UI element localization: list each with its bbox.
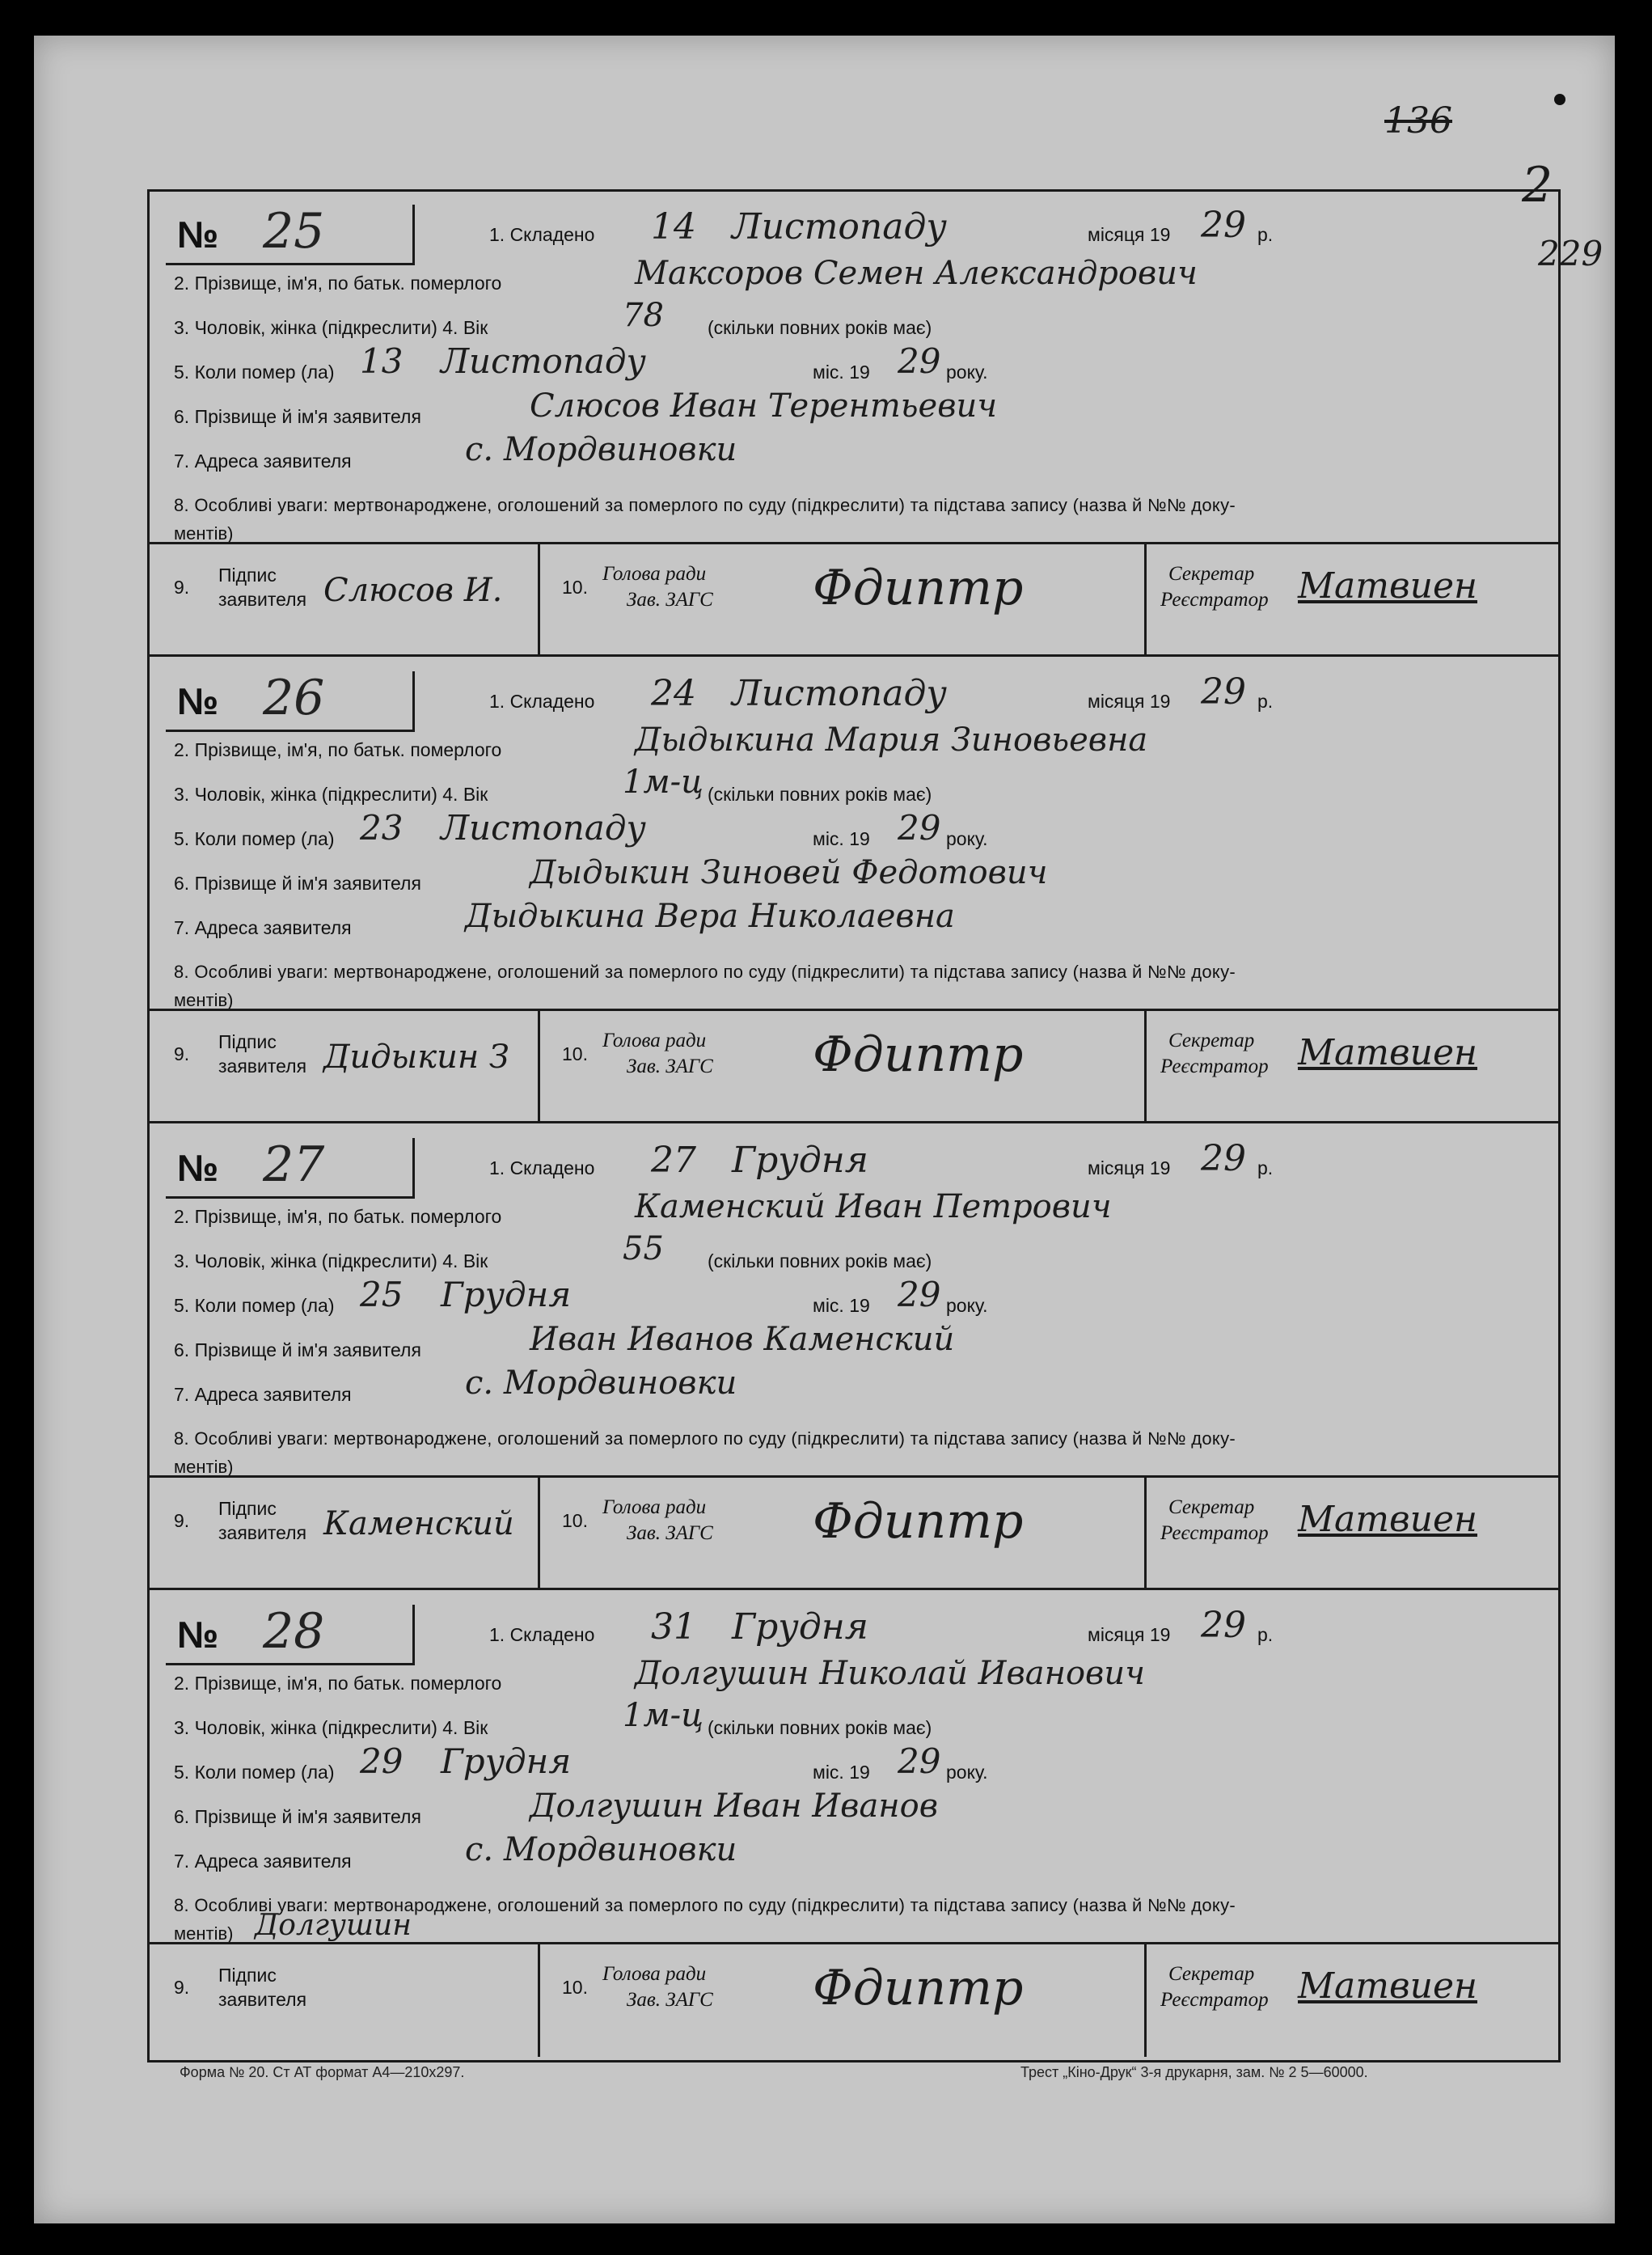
- head-label-2: Зав. ЗАГС: [627, 1522, 713, 1544]
- death-record: [150, 1125, 1558, 1590]
- sign-label-1: Підпис: [218, 1031, 277, 1052]
- record-number-box: [166, 671, 415, 732]
- composed-year: 29: [1201, 1138, 1246, 1179]
- declarant-name: Иван Иванов Каменский: [530, 1321, 955, 1358]
- declarant-name: Слюсов Иван Терентьевич: [530, 387, 998, 425]
- sec-label-1: Секретар: [1168, 563, 1255, 585]
- signature-divider: [150, 542, 1558, 544]
- notes-cont: ментів): [174, 1457, 234, 1477]
- deceased-name: Долгушин Николай Иванович: [635, 1655, 1145, 1692]
- notes-cont: ментів): [174, 990, 234, 1010]
- address-label: 7. Адреса заявителя: [174, 917, 352, 938]
- month-label: місяця 19: [1088, 224, 1171, 245]
- death-year: 29: [898, 1275, 941, 1314]
- head-signature: Фдиптр: [813, 1493, 1024, 1550]
- year-suffix: р.: [1257, 224, 1274, 245]
- sex-age-label: 3. Чоловік, жінка (підкреслити) 4. Вік: [174, 1717, 488, 1738]
- composed-year: 29: [1201, 671, 1246, 713]
- death-month: Листопаду: [441, 808, 646, 848]
- surname-label: 2. Прізвище, ім'я, по батьк. померлого: [174, 739, 502, 760]
- composed-month: Грудня: [732, 1606, 868, 1648]
- signature-separator: [1144, 1475, 1147, 1590]
- sec-label-2: Реєстратор: [1160, 589, 1269, 611]
- form-footer-left: Форма № 20. Ст АТ формат А4—210х297.: [180, 2064, 465, 2080]
- head-signature: Фдиптр: [813, 560, 1024, 616]
- sex-age-label: 3. Чоловік, жінка (підкреслити) 4. Вік: [174, 317, 488, 338]
- signature-separator: [1144, 1942, 1147, 2057]
- died-label: 5. Коли помер (ла): [174, 1762, 335, 1783]
- notes-cont: ментів): [174, 523, 234, 544]
- died-label: 5. Коли помер (ла): [174, 1295, 335, 1316]
- deceased-name: Дыдыкина Мария Зиновьевна: [635, 721, 1148, 759]
- number-sign: №: [177, 680, 219, 722]
- signature-separator: [538, 1475, 540, 1590]
- sex-age-label: 3. Чоловік, жінка (підкреслити) 4. Вік: [174, 784, 488, 805]
- secretary-signature: Матвиен: [1298, 1499, 1477, 1540]
- folio-side: 229: [1538, 234, 1603, 273]
- composed-label: 1. Складено: [489, 224, 595, 245]
- head-label-2: Зав. ЗАГС: [627, 1056, 713, 1077]
- notes-label: 8. Особливі уваги: мертвонароджене, оголошений за померлого по суду (підкреслити) та підстава запису (назва й №№ доку-: [174, 1428, 1236, 1449]
- died-mis-label: міс. 19: [813, 828, 870, 849]
- deceased-name: Максоров Семен Александрович: [635, 255, 1198, 292]
- head-num: 10.: [562, 1977, 588, 1998]
- signature-divider: [150, 1475, 1558, 1478]
- composed-label: 1. Складено: [489, 691, 595, 712]
- death-year: 29: [898, 341, 941, 381]
- sign-label-2: заявителя: [218, 589, 307, 610]
- sec-label-2: Реєстратор: [1160, 1056, 1269, 1077]
- composed-day: 31: [651, 1606, 696, 1648]
- declarant-address: Дыдыкина Вера Николаевна: [465, 898, 955, 935]
- died-year-label: року.: [946, 362, 988, 383]
- address-label: 7. Адреса заявителя: [174, 451, 352, 472]
- composed-year: 29: [1201, 1605, 1246, 1646]
- sec-label-2: Реєстратор: [1160, 1522, 1269, 1544]
- year-suffix: р.: [1257, 691, 1274, 712]
- head-label-1: Голова ради: [602, 1496, 707, 1518]
- sign-num: 9.: [174, 1510, 190, 1531]
- notes-cont: ментів): [174, 1923, 234, 1944]
- head-label-1: Голова ради: [602, 1963, 707, 1985]
- died-label: 5. Коли помер (ла): [174, 362, 335, 383]
- sign-label-1: Підпис: [218, 1498, 277, 1519]
- sec-label-1: Секретар: [1168, 1030, 1255, 1051]
- died-year-label: року.: [946, 1295, 988, 1316]
- sign-num: 9.: [174, 577, 190, 598]
- signature-separator: [538, 1942, 540, 2057]
- sign-label-2: заявителя: [218, 1522, 307, 1543]
- secretary-signature: Матвиен: [1298, 565, 1477, 607]
- death-record: [150, 658, 1558, 1123]
- surname-label: 2. Прізвище, ім'я, по батьк. померлого: [174, 1206, 502, 1227]
- died-label: 5. Коли помер (ла): [174, 828, 335, 849]
- died-mis-label: міс. 19: [813, 1762, 870, 1783]
- head-label-1: Голова ради: [602, 1030, 707, 1051]
- head-label-1: Голова ради: [602, 563, 707, 585]
- head-num: 10.: [562, 1510, 588, 1531]
- punch-mark: [1554, 94, 1565, 105]
- signature-divider: [150, 1009, 1558, 1011]
- head-num: 10.: [562, 1043, 588, 1064]
- number-sign: №: [177, 1147, 219, 1189]
- sign-label-1: Підпис: [218, 1965, 277, 1986]
- declarant-signature: Слюсов И.: [323, 572, 503, 609]
- sex-age-label: 3. Чоловік, жінка (підкреслити) 4. Вік: [174, 1250, 488, 1271]
- death-day: 29: [360, 1741, 403, 1781]
- sign-label-2: заявителя: [218, 1989, 307, 2010]
- sign-num: 9.: [174, 1977, 190, 1998]
- address-label: 7. Адреса заявителя: [174, 1851, 352, 1872]
- notes-label: 8. Особливі уваги: мертвонароджене, оголошений за померлого по суду (підкреслити) та підстава запису (назва й №№ доку-: [174, 1895, 1236, 1915]
- composed-month: Грудня: [732, 1140, 868, 1181]
- composed-month: Листопаду: [732, 206, 947, 248]
- death-year: 29: [898, 1741, 941, 1781]
- signature-separator: [1144, 1009, 1147, 1123]
- document-page: [34, 36, 1615, 2223]
- signature-separator: [538, 1009, 540, 1123]
- composed-label: 1. Складено: [489, 1157, 595, 1178]
- record-number: 27: [263, 1136, 325, 1193]
- declarant-label: 6. Прізвище й ім'я заявителя: [174, 1339, 421, 1360]
- signature-separator: [538, 542, 540, 657]
- deceased-age: 1м-ц: [623, 1697, 704, 1734]
- death-record: [150, 1592, 1558, 2057]
- declarant-address: с. Мордвиновки: [465, 431, 737, 468]
- record-number: 25: [263, 203, 325, 260]
- head-num: 10.: [562, 577, 588, 598]
- month-label: місяця 19: [1088, 691, 1171, 712]
- death-day: 23: [360, 808, 403, 848]
- deceased-name: Каменский Иван Петрович: [635, 1188, 1112, 1225]
- composed-day: 24: [651, 673, 696, 714]
- record-number: 26: [263, 670, 325, 726]
- sign-label-1: Підпис: [218, 565, 277, 586]
- notes-label: 8. Особливі уваги: мертвонароджене, оголошений за померлого по суду (підкреслити) та підстава запису (назва й №№ доку-: [174, 495, 1236, 515]
- year-suffix: р.: [1257, 1624, 1274, 1645]
- died-mis-label: міс. 19: [813, 1295, 870, 1316]
- declarant-label: 6. Прізвище й ім'я заявителя: [174, 873, 421, 894]
- death-year: 29: [898, 808, 941, 848]
- head-signature: Фдиптр: [813, 1960, 1024, 2016]
- composed-year: 29: [1201, 205, 1246, 246]
- deceased-age: 55: [623, 1230, 664, 1267]
- head-label-2: Зав. ЗАГС: [627, 1989, 713, 2011]
- month-label: місяця 19: [1088, 1157, 1171, 1178]
- death-month: Листопаду: [441, 341, 646, 381]
- record-number: 28: [263, 1603, 325, 1660]
- sec-label-2: Реєстратор: [1160, 1989, 1269, 2011]
- declarant-signature: Дидыкин З: [323, 1039, 509, 1076]
- age-hint: (скільки повних років має): [708, 1717, 932, 1738]
- folio-right: 2: [1522, 157, 1553, 214]
- declarant-address: с. Мордвиновки: [465, 1831, 737, 1868]
- number-sign: №: [177, 1614, 219, 1656]
- notes-label: 8. Особливі уваги: мертвонароджене, оголошений за померлого по суду (підкреслити) та підстава запису (назва й №№ доку-: [174, 962, 1236, 982]
- surname-label: 2. Прізвище, ім'я, по батьк. померлого: [174, 1673, 502, 1694]
- secretary-signature: Матвиен: [1298, 1032, 1477, 1073]
- death-day: 25: [360, 1275, 403, 1314]
- died-year-label: року.: [946, 1762, 988, 1783]
- declarant-address: с. Мордвиновки: [465, 1364, 737, 1402]
- signature-separator: [1144, 542, 1147, 657]
- notes-value: Долгушин: [255, 1909, 412, 1942]
- died-mis-label: міс. 19: [813, 362, 870, 383]
- form-footer-right: Трест „Кіно-Друк“ 3-я друкарня, зам. № 2 5—60000.: [1020, 2064, 1368, 2080]
- number-sign: №: [177, 214, 219, 256]
- year-suffix: р.: [1257, 1157, 1274, 1178]
- signature-divider: [150, 1942, 1558, 1944]
- death-record: [150, 192, 1558, 657]
- record-number-box: [166, 1138, 415, 1199]
- declarant-name: Дыдыкин Зиновей Федотович: [530, 854, 1048, 891]
- surname-label: 2. Прізвище, ім'я, по батьк. померлого: [174, 273, 502, 294]
- age-hint: (скільки повних років має): [708, 784, 932, 805]
- composed-day: 14: [651, 206, 696, 248]
- address-label: 7. Адреса заявителя: [174, 1384, 352, 1405]
- declarant-name: Долгушин Иван Иванов: [530, 1788, 938, 1825]
- sec-label-1: Секретар: [1168, 1963, 1255, 1985]
- deceased-age: 78: [623, 297, 664, 334]
- record-number-box: [166, 1605, 415, 1665]
- sign-num: 9.: [174, 1043, 190, 1064]
- declarant-label: 6. Прізвище й ім'я заявителя: [174, 406, 421, 427]
- record-number-box: [166, 205, 415, 265]
- declarant-signature: Каменский: [323, 1505, 514, 1542]
- age-hint: (скільки повних років має): [708, 317, 932, 338]
- death-month: Грудня: [441, 1275, 572, 1314]
- composed-month: Листопаду: [732, 673, 947, 714]
- death-day: 13: [360, 341, 403, 381]
- deceased-age: 1м-ц: [623, 764, 704, 801]
- death-month: Грудня: [441, 1741, 572, 1781]
- head-label-2: Зав. ЗАГС: [627, 589, 713, 611]
- declarant-label: 6. Прізвище й ім'я заявителя: [174, 1806, 421, 1827]
- head-signature: Фдиптр: [813, 1026, 1024, 1083]
- died-year-label: року.: [946, 828, 988, 849]
- month-label: місяця 19: [1088, 1624, 1171, 1645]
- age-hint: (скільки повних років має): [708, 1250, 932, 1271]
- composed-label: 1. Складено: [489, 1624, 595, 1645]
- composed-day: 27: [651, 1140, 696, 1181]
- records-frame: [147, 189, 1561, 2062]
- secretary-signature: Матвиен: [1298, 1965, 1477, 2007]
- sign-label-2: заявителя: [218, 1056, 307, 1077]
- sec-label-1: Секретар: [1168, 1496, 1255, 1518]
- folio-crossed: 136: [1384, 100, 1452, 142]
